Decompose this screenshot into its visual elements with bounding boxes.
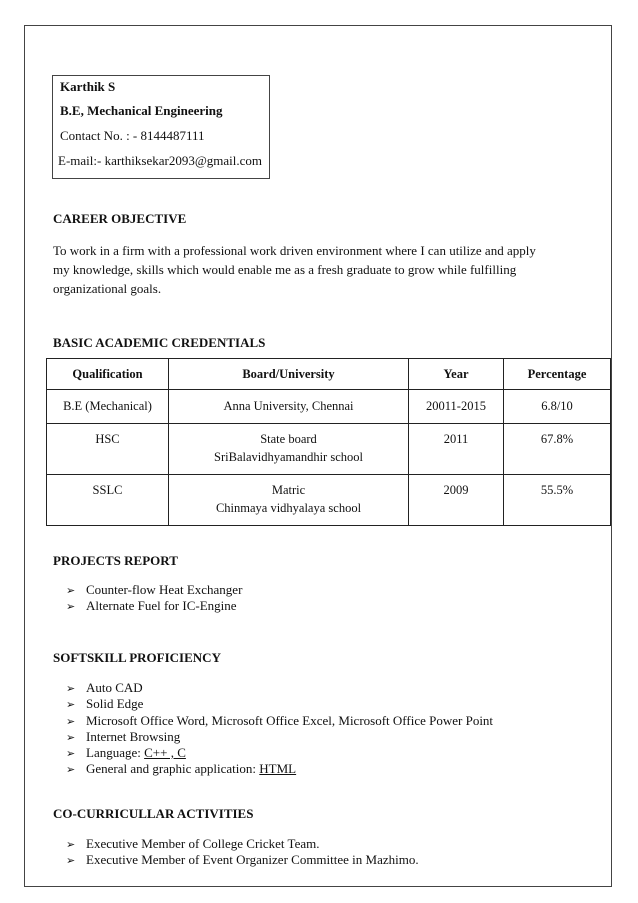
- arrow-bullet-icon: ➢: [66, 698, 76, 712]
- language-value: C++ , C: [144, 745, 186, 761]
- contact-phone: Contact No. : - 8144487111: [60, 128, 205, 143]
- table-row: [47, 390, 611, 424]
- projects-heading: PROJECTS REPORT: [53, 553, 178, 568]
- arrow-bullet-icon: ➢: [66, 763, 76, 777]
- cell-year: 2009: [409, 475, 504, 526]
- contact-box: [52, 75, 270, 179]
- cell-percentage: 55.5%: [504, 475, 611, 526]
- academic-heading: BASIC ACADEMIC CREDENTIALS: [53, 335, 266, 350]
- board-name: State board: [260, 432, 317, 446]
- cocurricular-heading: CO-CURRICULLAR ACTIVITIES: [53, 806, 254, 821]
- career-objective-heading: CAREER OBJECTIVE: [53, 211, 187, 226]
- cell-qualification: HSC: [47, 424, 169, 475]
- contact-email: E-mail:- karthiksekar2093@gmail.com: [58, 153, 263, 168]
- school-name: Chinmaya vidhyalaya school: [215, 501, 362, 515]
- cell-board: Anna University, Chennai: [169, 390, 409, 424]
- list-item: ➢ General and graphic application: HTML: [66, 761, 493, 777]
- cell-qualification: B.E (Mechanical): [47, 390, 169, 424]
- projects-list: [66, 582, 242, 615]
- list-item: ➢ Auto CAD: [66, 680, 493, 696]
- school-name: SriBalavidhyamandhir school: [214, 450, 363, 464]
- list-item: ➢ Solid Edge: [66, 696, 493, 712]
- list-item: ➢ Alternate Fuel for IC-Engine: [66, 598, 242, 614]
- list-item: ➢ Executive Member of College Cricket Team.: [66, 836, 419, 852]
- table-header-row: [47, 359, 611, 390]
- cell-board: [169, 424, 409, 475]
- list-item: ➢ Executive Member of Event Organizer Committee in Mazhimo.: [66, 852, 419, 868]
- arrow-bullet-icon: ➢: [66, 682, 76, 695]
- candidate-degree: B.E, Mechanical Engineering: [60, 103, 223, 118]
- candidate-name: Karthik S: [60, 79, 116, 94]
- cell-year: 2011: [409, 424, 504, 475]
- career-objective-text: To work in a firm with a professional work driven environment where I can utilize and apply my knowledge, skills which would enable me as a fresh graduate to grow while fulfilling organizational goals.: [53, 243, 536, 296]
- academic-table: [46, 358, 611, 526]
- board-name: Matric: [271, 483, 306, 497]
- list-item: ➢ Counter-flow Heat Exchanger: [66, 582, 242, 598]
- softskill-heading: SOFTSKILL PROFICIENCY: [53, 650, 221, 665]
- col-qualification: Qualification: [47, 359, 169, 390]
- list-item: ➢ Language: C++ , C: [66, 745, 493, 761]
- cocurricular-list: [66, 836, 419, 869]
- arrow-bullet-icon: ➢: [66, 730, 76, 744]
- col-year: Year: [409, 359, 504, 390]
- arrow-bullet-icon: ➢: [66, 854, 76, 868]
- arrow-bullet-icon: ➢: [66, 838, 76, 851]
- arrow-bullet-icon: ➢: [66, 600, 76, 614]
- list-item: ➢ Internet Browsing: [66, 729, 493, 745]
- arrow-bullet-icon: ➢: [66, 747, 76, 761]
- softskill-list: [66, 680, 493, 778]
- cell-percentage: 6.8/10: [504, 390, 611, 424]
- table-row: [47, 475, 611, 526]
- table-row: [47, 424, 611, 475]
- cell-qualification: SSLC: [47, 475, 169, 526]
- col-board: Board/University: [169, 359, 409, 390]
- cell-year: 20011-2015: [409, 390, 504, 424]
- cell-board: [169, 475, 409, 526]
- list-item: ➢ Microsoft Office Word, Microsoft Office Excel, Microsoft Office Power Point: [66, 713, 493, 729]
- app-value: HTML: [259, 761, 297, 777]
- arrow-bullet-icon: ➢: [66, 584, 76, 597]
- arrow-bullet-icon: ➢: [66, 714, 76, 728]
- col-percentage: Percentage: [504, 359, 611, 390]
- cell-percentage: 67.8%: [504, 424, 611, 475]
